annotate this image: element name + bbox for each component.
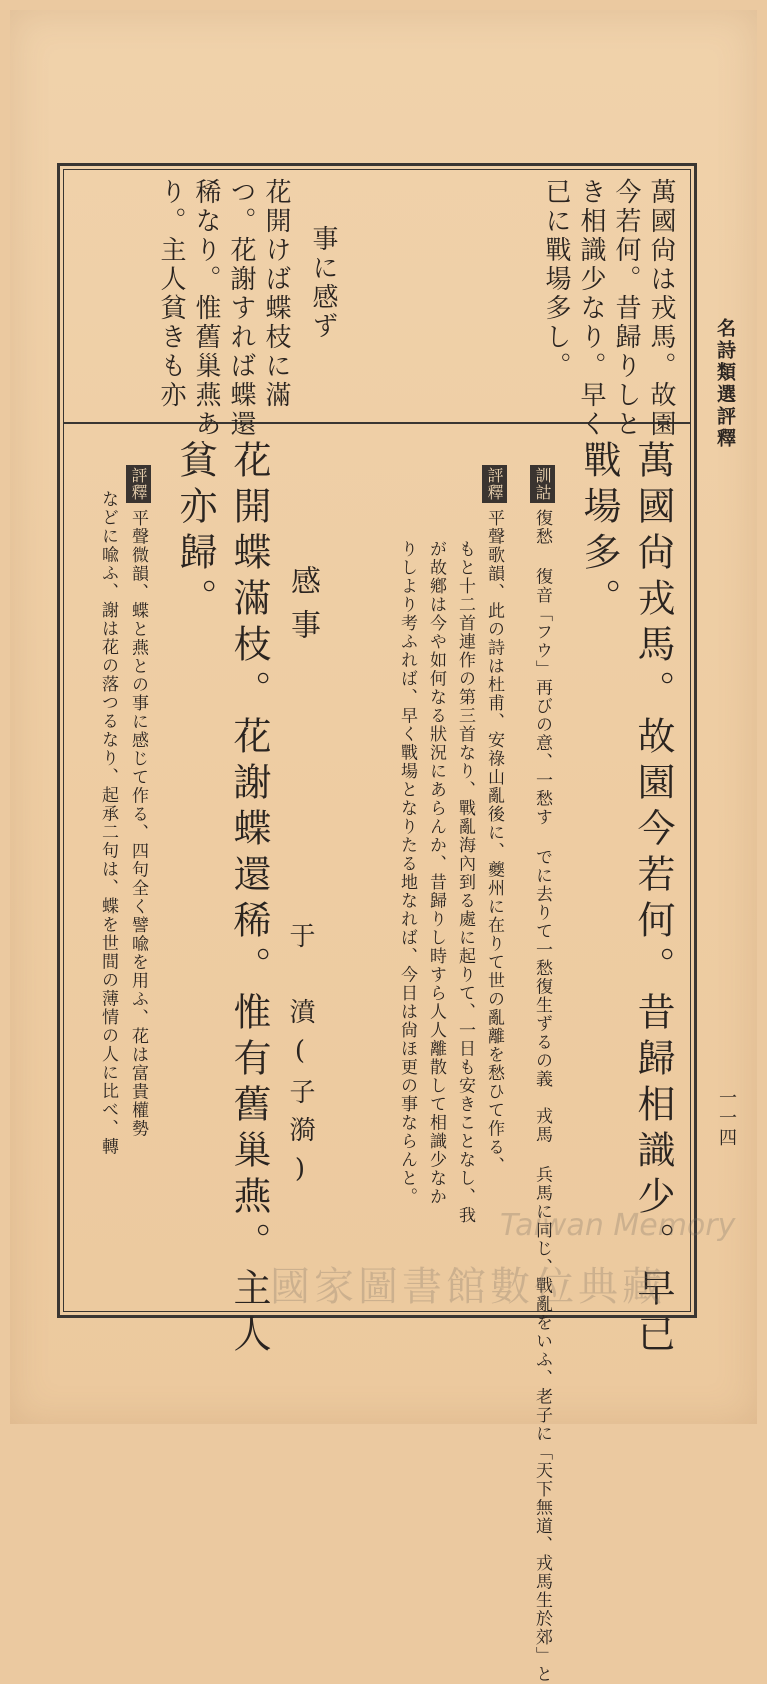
running-title: 名詩類選評釋: [714, 318, 736, 450]
hyoshaku2-tag: 評釋: [126, 465, 151, 503]
poem1-line-1: 萬國尙戎馬。故園今若何。昔歸相識少。早已: [631, 440, 675, 1360]
hyoshaku2-line-1: 評釋平聲微韻、蝶と燕との事に感じて作る、四句全く譬喩を用ふ、花は富貴權勢: [126, 465, 151, 1138]
poem1-line-2: 戰場多。: [577, 440, 621, 624]
hyoshaku1-line-1: 評釋平聲歌韻、此の詩は杜甫、安祿山亂後に、夔州に在りて世の亂離を愁ひて作る、: [482, 465, 507, 1175]
watermark-chinese: 國家圖書館數位典藏: [270, 1264, 666, 1310]
poem2-line-2: 貧亦歸。: [173, 440, 217, 624]
top-line-9: り。主人貧きも亦: [156, 178, 186, 410]
poem2-title: 感事: [285, 565, 320, 653]
top-line-4: 已に戰場多し。: [541, 178, 571, 381]
top-line-7: つ。花謝すれば蝶還: [226, 178, 256, 439]
top-line-1: 萬國尙は戎馬。故園: [646, 178, 676, 439]
top-line-6: 花開けば蝶枝に滿: [261, 178, 291, 410]
hyoshaku1-tag: 評釋: [482, 465, 507, 503]
top-line-8: 稀なり。惟舊巢燕あ: [191, 178, 221, 439]
hyoshaku1-line-2: もと十二首連作の第三首なり、戰亂海內到る處に起りて、一日も安きことなし、我: [455, 540, 475, 1225]
kunko-note: [530, 465, 555, 1684]
top-line-3: き相識少なり。早く: [576, 178, 606, 439]
page-number: 一一四: [716, 1088, 737, 1148]
top-line-5: 事に感ず: [308, 225, 338, 341]
kunko-text: 復愁 復音「フウ」再びの意、一愁す でに去りて一愁復生ずるの義 戎馬 兵馬に同じ、戰亂をいふ、老子に「天下無道、戎馬生於郊」と: [532, 509, 552, 1684]
kunko-tag: 訓詁: [530, 465, 555, 503]
hyoshaku2-line-2: などに喩ふ、謝は花の落つるなり、起承二句は、蝶を世間の薄情の人に比べ、轉: [98, 490, 118, 1156]
poem2-line-1: 花開蝶滿枝。花謝蝶還稀。惟有舊巢燕。主人: [227, 440, 271, 1360]
hyoshaku1-line-4: りしより考ふれば、早く戰場となりたる地なれば、今日は尙ほ更の事ならんと。: [397, 540, 417, 1206]
hyoshaku1-line-3: が故鄕は今や如何なる狀況にあらんか、昔歸りし時すら人人離散して相識少なか: [426, 540, 446, 1206]
top-line-2: 今若何。昔歸りしと: [611, 178, 641, 439]
poem2-author: 于 濆(子漪): [285, 922, 315, 1196]
watermark-english: Taiwan Memory: [500, 1208, 736, 1243]
